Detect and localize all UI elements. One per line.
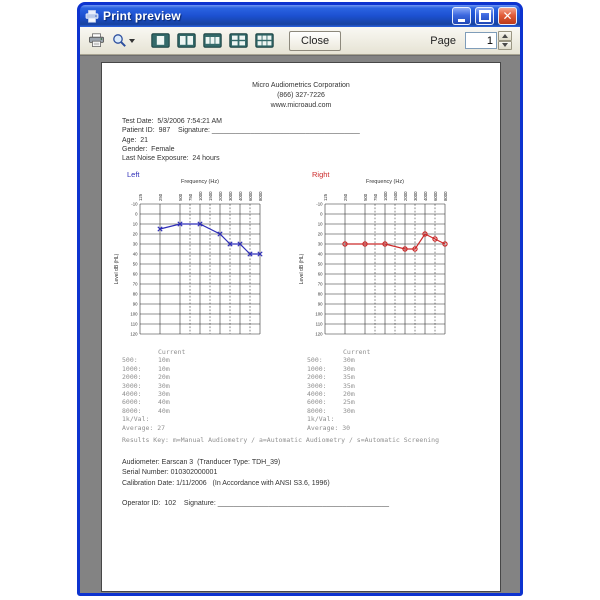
threshold-value: 35m bbox=[343, 373, 355, 382]
frequency-label: 1000: bbox=[122, 364, 142, 373]
left-audiogram-chart bbox=[112, 174, 272, 342]
close-window-button[interactable] bbox=[498, 7, 517, 25]
frequency-label: 4000: bbox=[307, 390, 327, 399]
frequency-label: 4000: bbox=[122, 390, 142, 399]
svg-text:90: 90 bbox=[132, 301, 138, 307]
svg-text:110: 110 bbox=[130, 321, 138, 327]
svg-text:100: 100 bbox=[315, 311, 323, 317]
svg-text:80: 80 bbox=[132, 291, 138, 297]
svg-text:Level dB (HL): Level dB (HL) bbox=[299, 253, 305, 285]
threshold-value: 30m bbox=[343, 406, 355, 415]
svg-text:500: 500 bbox=[362, 193, 368, 201]
frequency-label: 6000: bbox=[122, 398, 142, 407]
threshold-value: 40m bbox=[158, 406, 170, 415]
frequency-label: 500: bbox=[307, 356, 323, 365]
page-down-button[interactable] bbox=[498, 41, 512, 51]
average-line: Average: 30 bbox=[307, 423, 351, 432]
svg-text:0: 0 bbox=[320, 211, 323, 217]
close-preview-button[interactable]: Close bbox=[289, 31, 341, 51]
svg-text:Level dB (HL): Level dB (HL) bbox=[114, 253, 120, 285]
svg-text:30: 30 bbox=[132, 241, 138, 247]
threshold-row bbox=[122, 373, 185, 381]
one-page-view-button[interactable] bbox=[149, 30, 172, 52]
threshold-row bbox=[307, 373, 370, 381]
patient-info-line: Test Date: 5/3/2006 7:54:21 AM bbox=[122, 118, 223, 125]
company-header bbox=[102, 81, 500, 111]
audiometer-info-line: Audiometer: Earscan 3 (Tranducer Type: TDH_39) bbox=[122, 459, 281, 466]
threshold-row bbox=[307, 365, 370, 373]
right-audiogram-chart bbox=[297, 174, 457, 342]
frequency-label: 2000: bbox=[122, 373, 142, 382]
minimize-button[interactable] bbox=[452, 7, 471, 25]
left-audiogram bbox=[112, 169, 280, 347]
print-button[interactable] bbox=[86, 30, 107, 52]
three-pages-icon bbox=[203, 33, 222, 48]
svg-text:-10: -10 bbox=[131, 201, 138, 207]
svg-text:250: 250 bbox=[157, 193, 163, 201]
svg-text:30: 30 bbox=[317, 241, 323, 247]
six-pages-icon bbox=[255, 33, 274, 48]
svg-text:2000: 2000 bbox=[217, 191, 223, 201]
threshold-row bbox=[307, 398, 370, 406]
threshold-row bbox=[122, 407, 185, 415]
svg-text:4000: 4000 bbox=[422, 191, 428, 201]
svg-text:50: 50 bbox=[317, 261, 323, 267]
svg-text:80: 80 bbox=[317, 291, 323, 297]
minimize-icon bbox=[458, 19, 465, 22]
audiometer-info-line: Calibration Date: 1/11/2006 (In Accordance with ANSI S3.6, 1996) bbox=[122, 479, 330, 487]
svg-text:70: 70 bbox=[132, 281, 138, 287]
threshold-column-header: Current bbox=[158, 348, 186, 356]
threshold-value: 25m bbox=[343, 398, 355, 407]
two-pages-icon bbox=[177, 33, 196, 48]
validation-line: 1k/Val: bbox=[307, 415, 335, 424]
svg-text:3000: 3000 bbox=[412, 191, 418, 201]
frequency-label: 2000: bbox=[307, 373, 327, 382]
maximize-icon bbox=[479, 10, 491, 22]
right-threshold-table bbox=[307, 348, 370, 432]
printer-icon bbox=[88, 33, 105, 48]
threshold-value: 30m bbox=[158, 381, 170, 390]
preview-area[interactable] bbox=[80, 55, 520, 593]
svg-text:1500: 1500 bbox=[207, 191, 213, 201]
threshold-value: 30m bbox=[343, 356, 355, 365]
threshold-value: 40m bbox=[158, 398, 170, 407]
report-page bbox=[101, 62, 501, 592]
spin-up-icon bbox=[502, 34, 508, 38]
svg-text:1000: 1000 bbox=[197, 191, 203, 201]
svg-text:8000: 8000 bbox=[257, 191, 263, 201]
average-line: Average: 27 bbox=[122, 423, 166, 432]
svg-text:70: 70 bbox=[317, 281, 323, 287]
patient-info-line: Age: 21 bbox=[122, 136, 149, 144]
company-website: www.microaud.com bbox=[270, 102, 332, 109]
svg-text:8000: 8000 bbox=[442, 191, 448, 201]
svg-text:110: 110 bbox=[315, 321, 323, 327]
threshold-row bbox=[307, 390, 370, 398]
patient-info-line: Last Noise Exposure: 24 hours bbox=[122, 155, 220, 163]
svg-text:10: 10 bbox=[317, 221, 323, 227]
six-pages-view-button[interactable] bbox=[253, 30, 276, 52]
page-up-button[interactable] bbox=[498, 31, 512, 41]
right-audiogram bbox=[297, 169, 465, 347]
operator-line: Operator ID: 102 Signature: ____________________________________________ bbox=[122, 500, 390, 507]
threshold-row bbox=[122, 356, 185, 364]
zoom-dropdown-arrow-icon bbox=[129, 39, 135, 43]
left-ear-label: Left bbox=[127, 170, 140, 179]
svg-text:50: 50 bbox=[132, 261, 138, 267]
toolbar bbox=[80, 27, 520, 55]
svg-text:125: 125 bbox=[137, 193, 143, 201]
results-key: Results Key: m=Manual Audiometry / a=Automatic Audiometry / s=Automatic Screening bbox=[122, 436, 439, 444]
threshold-row bbox=[122, 398, 185, 406]
frequency-label: 500: bbox=[122, 356, 138, 365]
svg-text:125: 125 bbox=[322, 193, 328, 201]
frequency-label: 8000: bbox=[122, 406, 142, 415]
patient-info-line: Patient ID: 987 Signature: ______________________________________ bbox=[122, 127, 360, 135]
left-threshold-table bbox=[122, 348, 185, 432]
page-spinner bbox=[465, 31, 512, 50]
svg-text:120: 120 bbox=[130, 331, 138, 337]
svg-text:6000: 6000 bbox=[432, 191, 438, 201]
threshold-value: 10m bbox=[158, 364, 170, 373]
threshold-row bbox=[307, 382, 370, 390]
svg-text:20: 20 bbox=[317, 231, 323, 237]
svg-text:120: 120 bbox=[315, 331, 323, 337]
svg-text:Frequency (Hz): Frequency (Hz) bbox=[181, 179, 219, 185]
threshold-row bbox=[307, 356, 370, 364]
magnifier-icon bbox=[112, 33, 127, 48]
svg-text:-10: -10 bbox=[316, 201, 323, 207]
print-preview-window bbox=[77, 2, 523, 596]
app-printer-icon bbox=[85, 10, 99, 23]
threshold-value: 20m bbox=[158, 373, 170, 382]
threshold-row bbox=[122, 365, 185, 373]
svg-text:2000: 2000 bbox=[402, 191, 408, 201]
validation-line: 1k/Val: bbox=[122, 415, 150, 424]
svg-text:60: 60 bbox=[317, 271, 323, 277]
threshold-row bbox=[122, 390, 185, 398]
svg-text:90: 90 bbox=[317, 301, 323, 307]
right-ear-label: Right bbox=[312, 170, 330, 179]
patient-info-block bbox=[122, 117, 360, 163]
company-phone: (866) 327-7226 bbox=[277, 92, 325, 99]
threshold-value: 20m bbox=[343, 390, 355, 399]
svg-text:3000: 3000 bbox=[227, 191, 233, 201]
svg-text:6000: 6000 bbox=[247, 191, 253, 201]
svg-text:40: 40 bbox=[132, 251, 138, 257]
window-title: Print preview bbox=[103, 9, 181, 23]
four-pages-icon bbox=[229, 33, 248, 48]
threshold-column-header: Current bbox=[343, 348, 371, 356]
patient-info-line: Gender: Female bbox=[122, 145, 175, 153]
three-pages-view-button[interactable] bbox=[201, 30, 224, 52]
svg-text:500: 500 bbox=[177, 193, 183, 201]
close-icon: ✕ bbox=[502, 9, 513, 23]
svg-text:750: 750 bbox=[187, 193, 193, 201]
frequency-label: 3000: bbox=[307, 381, 327, 390]
svg-text:250: 250 bbox=[342, 193, 348, 201]
four-pages-view-button[interactable] bbox=[227, 30, 250, 52]
title-bar[interactable] bbox=[80, 5, 520, 27]
svg-text:1000: 1000 bbox=[382, 191, 388, 201]
audiometer-info-block bbox=[122, 458, 330, 489]
threshold-value: 30m bbox=[158, 390, 170, 399]
threshold-row bbox=[122, 382, 185, 390]
svg-text:100: 100 bbox=[130, 311, 138, 317]
zoom-button[interactable] bbox=[110, 30, 137, 52]
audiometer-info-line: Serial Number: 010302000001 bbox=[122, 469, 218, 477]
page-number-input[interactable] bbox=[465, 32, 497, 49]
svg-text:20: 20 bbox=[132, 231, 138, 237]
frequency-label: 8000: bbox=[307, 406, 327, 415]
svg-text:60: 60 bbox=[132, 271, 138, 277]
one-page-icon bbox=[151, 33, 170, 48]
two-pages-view-button[interactable] bbox=[175, 30, 198, 52]
threshold-value: 35m bbox=[343, 381, 355, 390]
company-name: Micro Audiometrics Corporation bbox=[252, 82, 350, 89]
frequency-label: 6000: bbox=[307, 398, 327, 407]
svg-text:4000: 4000 bbox=[237, 191, 243, 201]
maximize-button[interactable] bbox=[475, 7, 494, 25]
threshold-row bbox=[307, 407, 370, 415]
spin-down-icon bbox=[502, 43, 508, 47]
svg-text:750: 750 bbox=[372, 193, 378, 201]
svg-text:1500: 1500 bbox=[392, 191, 398, 201]
frequency-label: 1000: bbox=[307, 364, 327, 373]
page-label: Page bbox=[430, 34, 456, 47]
threshold-value: 30m bbox=[343, 364, 355, 373]
svg-text:Frequency (Hz): Frequency (Hz) bbox=[366, 179, 404, 185]
svg-text:0: 0 bbox=[135, 211, 138, 217]
svg-text:10: 10 bbox=[132, 221, 138, 227]
frequency-label: 3000: bbox=[122, 381, 142, 390]
svg-text:40: 40 bbox=[317, 251, 323, 257]
threshold-value: 10m bbox=[158, 356, 170, 365]
